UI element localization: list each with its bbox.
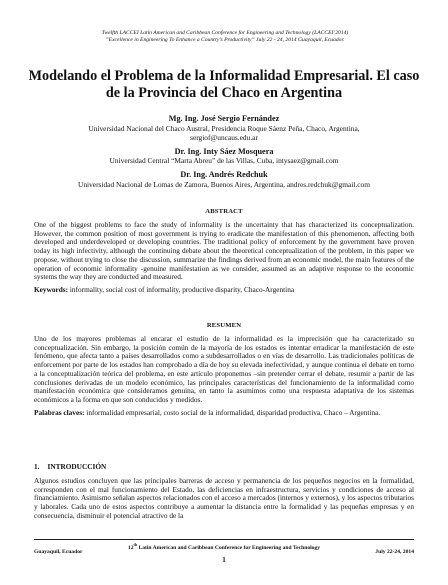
keywords-label: Keywords:	[34, 284, 69, 294]
footer-location: Guayaquil, Ecuador	[34, 549, 83, 555]
resumen-heading: RESUMEN	[206, 322, 242, 329]
abstract-body	[34, 221, 414, 295]
resumen-body	[34, 335, 414, 417]
palabras-claves-label: Palabras claves:	[34, 407, 85, 417]
running-header-line-2: ”Excellence in Engineering To Enhance a Country’s Productivity” July 22 - 24, 2014 Guayaquil, Ecuador.	[105, 37, 345, 43]
palabras-claves-text: informalidad empresarial, costo social de la informalidad, disparidad productiva, Chaco – Argentina.	[86, 407, 381, 417]
author-name: Mg. Ing. José Sergio Fernández	[168, 114, 280, 123]
abstract-heading: ABSTRACT	[205, 208, 243, 215]
section-number: 1.	[34, 462, 40, 471]
section-title: INTRODUCCIÓN	[47, 462, 107, 471]
resumen-keywords	[34, 409, 414, 418]
author-block	[24, 114, 424, 194]
section-1-heading	[34, 462, 106, 471]
keywords-text: informality, social cost of informality, productive disparity, Chaco-Argentina	[69, 284, 295, 294]
author-1	[24, 114, 424, 142]
paper-title: Modelando el Problema de la Informalidad Empresarial. El caso de la Provincia del Chaco en Argentina	[28, 68, 420, 101]
abstract-keywords	[34, 286, 414, 295]
footer-divider	[34, 539, 414, 540]
author-name: Dr. Ing. Andrés Redchuk	[180, 170, 268, 179]
running-header	[60, 30, 390, 44]
abstract-text: One of the biggest problems to face the study of informality is the uncertainty that has characterized its conceptualization. However, the common position of most government is trying to eradicate the manifestation of this phenomenon, affecting both developed and underdeveloped or developing countries. The traditional policy of enforcement by the government have proven today its high infectivity, although the continuing debate about the theoretical conceptualization of the problem, in this paper we propose, without trying to close the discussion, summarize the findings derived from an economic model, the main features of the operation of economic informality -genuine manifestation as we consider, assumed as an adaptive response to the economic systems the way they are conducted and measured.	[34, 220, 414, 282]
section-1-body: Algunos estudios concluyen que las principales barreras de acceso y permanencia de los pequeños negocios en la formalidad, corresponden con el mal funcionamiento del Estado, las deficiencias en infraestructura, servicios y condiciones de acceso al financiamiento. Asimismo señalan aspectos relacionados con el acceso a mercados (internos y externos), y los aspectos tributarios y laborales. Cada uno de estos aspectos contribuye a aumentar la distancia entre la formalidad y las pequeñas empresas y en consecuencia, disminuir el potencial atractivo de la	[34, 476, 414, 520]
conference-number: 12	[127, 544, 134, 551]
author-3	[24, 170, 424, 189]
author-2	[24, 147, 424, 166]
running-header-line-1: Twelfth LACCEI Latin American and Caribbean Conference for Engineering and Technology (LACCEI’2014)	[101, 30, 349, 36]
author-affiliation: Universidad Nacional del Chaco Austral, Presidencia Roque Sáenz Peña, Chaco, Argentina,	[88, 123, 360, 133]
conference-name: Latin American and Caribbean Conference for Engineering and Technology	[138, 544, 321, 551]
page-number: 1	[222, 556, 226, 564]
resumen-text: Uno de los mayores problemas al encarar el estudio de la informalidad es la imprecisión que ha caracterizado su conceptualización. Sin embargo, la posición común de la mayoría de los estados es intentar erradicar la manifestación de este fenómeno, que afecta tanto a países desarrollados como a subdesarrollados o en vías de desarrollo. Las tradicionales políticas de enforcement por parte de los estados han comprobado a día de hoy su elevada inefectividad, y aunque continua el debate en torno a la conceptualización teórica del problema, en este artículo proponemos –sin pretender cerrar el debate, resumir a partir de las conclusiones derivadas de un modelo económico, las principales características del funcionamiento de la informalidad como manifestación económica que consideramos genuina, en tanto la asumimos como una respuesta adaptativa de los sistemas económicos a la forma en que son conducidos y medidos.	[34, 334, 414, 404]
conference-ordinal: th	[133, 542, 138, 547]
footer-conference	[34, 541, 414, 552]
author-name: Dr. Ing. Inty Sáez Mosquera	[174, 146, 274, 156]
author-email: sergiof@uncaus.edu.ar	[190, 132, 258, 142]
page-footer	[34, 541, 414, 555]
footer-dates: July 22-24, 2014	[375, 549, 414, 555]
author-affiliation: Universidad Central “Marta Abreu” de las Villas, Cuba, intysaez@gmail.com	[109, 156, 339, 165]
author-affiliation: Universidad Nacional de Lomas de Zamora, Buenos Aires, Argentina, andres.redchuk@gmail.com	[78, 179, 370, 189]
